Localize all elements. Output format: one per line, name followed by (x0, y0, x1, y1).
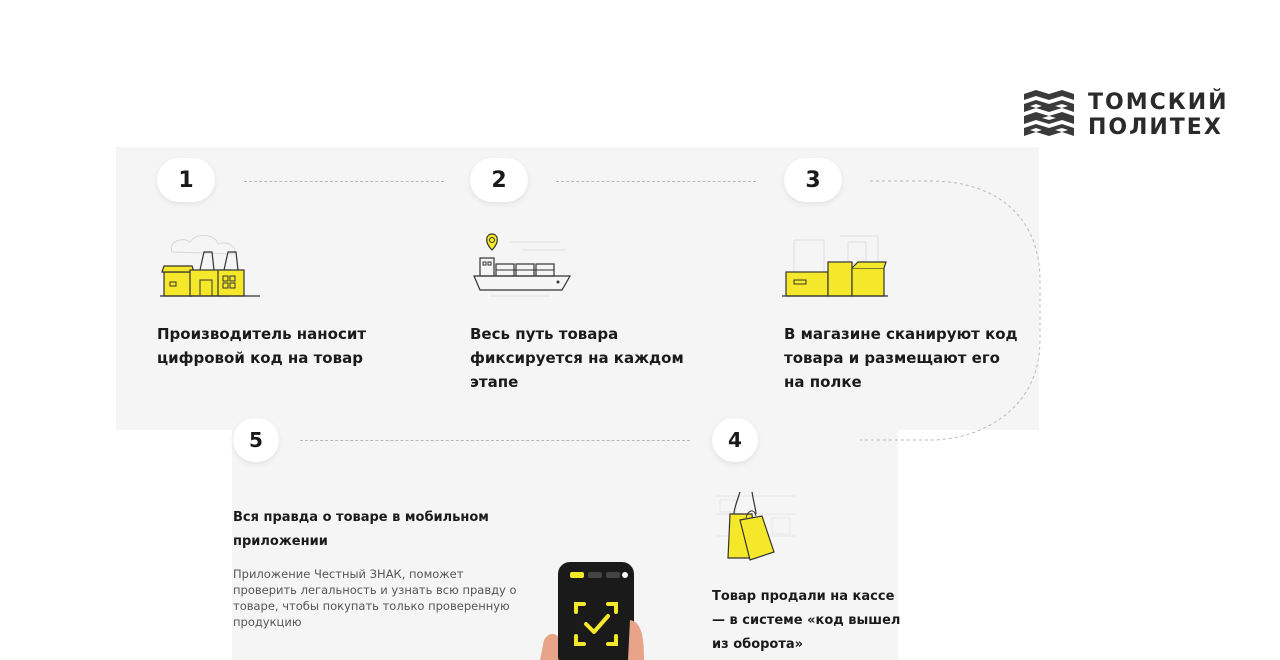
step-3-badge: 3 (784, 158, 842, 202)
tpu-logo (1024, 90, 1229, 140)
step-2-title: Весь путь товара фиксируется на каждом этапе (470, 325, 684, 391)
phone-scanner-icon (540, 560, 650, 660)
tpu-logo-icon (1024, 90, 1074, 140)
cargo-ship-icon (470, 230, 580, 302)
step-1-title: Производитель наносит цифровой код на товар (157, 325, 367, 367)
step-1-badge: 1 (157, 158, 215, 202)
connector-4-5 (300, 440, 690, 441)
logo-text (1088, 90, 1229, 140)
step-5-badge: 5 (233, 418, 279, 462)
connector-2-3 (556, 181, 756, 182)
shopping-bags-icon (712, 490, 802, 566)
step-2-badge: 2 (470, 158, 528, 202)
step-5-title: Вся правда о товаре в мобильном приложении (233, 510, 489, 549)
step-4-title: Товар продали на кассе — в системе «код вышел из оборота» (712, 589, 901, 652)
step-5-description: Приложение Честный ЗНАК, поможет проверить легальность и узнать всю правду о товаре, чтобы покупать только проверенную продукцию (233, 567, 517, 629)
factory-icon (160, 230, 270, 302)
logo-line-1: ТОМСКИЙ (1088, 90, 1229, 115)
connector-1-2 (244, 181, 444, 182)
step-4-badge: 4 (712, 418, 758, 462)
connector-3-4-curve (860, 170, 1050, 450)
logo-line-2: ПОЛИТЕХ (1088, 115, 1223, 140)
step-3-title: В магазине сканируют код товара и размещают его на полке (784, 325, 1018, 391)
boxes-icon (782, 232, 892, 302)
